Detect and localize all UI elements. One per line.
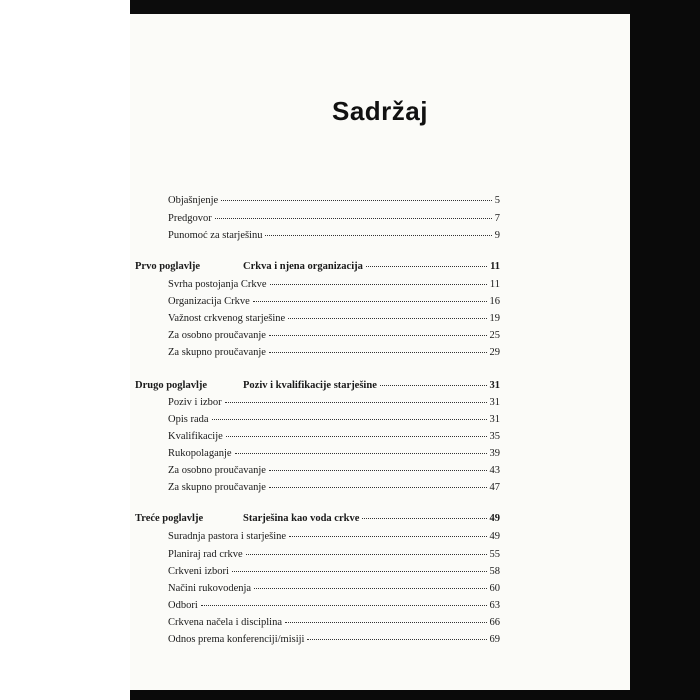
- toc-entry[interactable]: [168, 617, 500, 629]
- toc-entry[interactable]: [168, 347, 500, 359]
- toc-entry[interactable]: [168, 414, 500, 426]
- toc-entry[interactable]: [168, 313, 500, 325]
- leader-dots: [269, 470, 487, 471]
- leader-dots: [269, 352, 487, 353]
- chapter-title: Poziv i kvalifikacije starješine: [243, 380, 377, 391]
- leader-dots: [201, 605, 487, 606]
- toc-entry-page: 11: [489, 279, 500, 290]
- chapter-label: Drugo poglavlje: [135, 380, 208, 391]
- page-title: Sadržaj: [332, 96, 428, 126]
- leader-dots: [221, 200, 492, 201]
- toc-entry[interactable]: [168, 397, 500, 409]
- toc-entry-label: Kvalifikacije: [168, 431, 223, 442]
- toc-entry[interactable]: [168, 448, 500, 460]
- chapter-label: Treće poglavlje: [135, 513, 204, 524]
- toc-entry-page: 7: [494, 213, 500, 224]
- leader-dots: [269, 487, 487, 488]
- toc-entry-page: 43: [489, 465, 500, 476]
- toc-entry-label: Rukopolaganje: [168, 448, 232, 459]
- toc-entry-label: Za osobno proučavanje: [168, 330, 266, 341]
- chapter-page: 11: [490, 261, 500, 272]
- chapter-heading-2[interactable]: [135, 380, 500, 392]
- toc-entry[interactable]: [168, 634, 500, 646]
- toc-entry-explanation[interactable]: [168, 195, 500, 207]
- toc-entry-page: 25: [489, 330, 500, 341]
- toc-entry-page: 60: [489, 583, 500, 594]
- toc-entry[interactable]: [168, 600, 500, 612]
- toc-entry[interactable]: [168, 566, 500, 578]
- leader-dots: [253, 301, 487, 302]
- leader-dots: [366, 266, 487, 267]
- leader-dots: [362, 518, 486, 519]
- toc-entry-label: Poziv i izbor: [168, 397, 222, 408]
- toc-entry[interactable]: [168, 465, 500, 477]
- leader-dots: [235, 453, 487, 454]
- toc-entry[interactable]: [168, 279, 500, 291]
- toc-entry-page: 35: [489, 431, 500, 442]
- toc-entry-label: Svrha postojanja Crkve: [168, 279, 267, 290]
- chapter-heading-3[interactable]: [135, 513, 500, 525]
- leader-dots: [307, 639, 486, 640]
- toc-entry-page: 19: [489, 313, 500, 324]
- toc-entry[interactable]: [168, 431, 500, 443]
- toc-entry-page: 16: [489, 296, 500, 307]
- toc-entry-label: Važnost crkvenog starješine: [168, 313, 286, 324]
- toc-entry[interactable]: [168, 549, 500, 561]
- toc-entry-label: Odnos prema konferenciji/misiji: [168, 634, 305, 645]
- toc-entry-page: 9: [494, 230, 500, 241]
- leader-dots: [265, 235, 491, 236]
- toc-entry-page: 55: [489, 549, 500, 560]
- toc-entry-page: 39: [489, 448, 500, 459]
- toc-entry-label: Crkveni izbori: [168, 566, 229, 577]
- toc-entry-label: Suradnja pastora i starješine: [168, 531, 287, 542]
- toc-entry-page: 47: [489, 482, 500, 493]
- toc-entry-label: Planiraj rad crkve: [168, 549, 243, 560]
- toc-entry[interactable]: [168, 482, 500, 494]
- leader-dots: [380, 385, 487, 386]
- toc-entry[interactable]: [168, 330, 500, 342]
- toc-entry[interactable]: [168, 583, 500, 595]
- leader-dots: [285, 622, 487, 623]
- toc-entry-label: Predgovor: [168, 213, 212, 224]
- toc-entry-page: 69: [489, 634, 500, 645]
- toc-entry[interactable]: [168, 296, 500, 308]
- scan-border-bottom: [130, 690, 630, 700]
- toc-entry-label: Za osobno proučavanje: [168, 465, 266, 476]
- scan-margin-left: [0, 0, 130, 700]
- leader-dots: [254, 588, 486, 589]
- chapter-title: Crkva i njena organizacija: [243, 261, 363, 272]
- toc-entry-page: 66: [489, 617, 500, 628]
- toc-entry-label: Odbori: [168, 600, 198, 611]
- toc-entry-label: Za skupno proučavanje: [168, 347, 266, 358]
- toc-entry-label: Za skupno proučavanje: [168, 482, 266, 493]
- leader-dots: [226, 436, 487, 437]
- toc-entry-label: Organizacija Crkve: [168, 296, 250, 307]
- chapter-page: 49: [489, 513, 500, 524]
- chapter-page: 31: [489, 380, 500, 391]
- toc-entry-page: 63: [489, 600, 500, 611]
- toc-entry-label: Opis rada: [168, 414, 209, 425]
- leader-dots: [288, 318, 486, 319]
- toc-entry-page: 58: [489, 566, 500, 577]
- toc-entry-label: Načini rukovodenja: [168, 583, 252, 594]
- toc-entry-authorization[interactable]: [168, 230, 500, 242]
- toc-entry-page: 31: [489, 397, 500, 408]
- leader-dots: [215, 218, 492, 219]
- toc-entry-page: 5: [494, 195, 500, 206]
- toc-entry-page: 49: [489, 531, 500, 542]
- leader-dots: [269, 335, 487, 336]
- toc-entry-preface[interactable]: [168, 213, 500, 225]
- scan-border-right: [630, 0, 700, 700]
- leader-dots: [270, 284, 487, 285]
- chapter-heading-1[interactable]: [135, 261, 500, 273]
- toc-entry[interactable]: [168, 531, 500, 543]
- leader-dots: [212, 419, 487, 420]
- leader-dots: [232, 571, 487, 572]
- leader-dots: [289, 536, 486, 537]
- leader-dots: [246, 554, 487, 555]
- toc-entry-label: Punomoć za starješinu: [168, 230, 263, 241]
- leader-dots: [225, 402, 487, 403]
- toc-entry-label: Crkvena načela i disciplina: [168, 617, 282, 628]
- toc-entry-page: 29: [489, 347, 500, 358]
- toc-entry-page: 31: [489, 414, 500, 425]
- chapter-title: Starješina kao voda crkve: [243, 513, 360, 524]
- toc-entry-label: Objašnjenje: [168, 195, 219, 206]
- scan-border-top: [130, 0, 700, 14]
- book-page: [130, 14, 630, 690]
- chapter-label: Prvo poglavlje: [135, 261, 201, 272]
